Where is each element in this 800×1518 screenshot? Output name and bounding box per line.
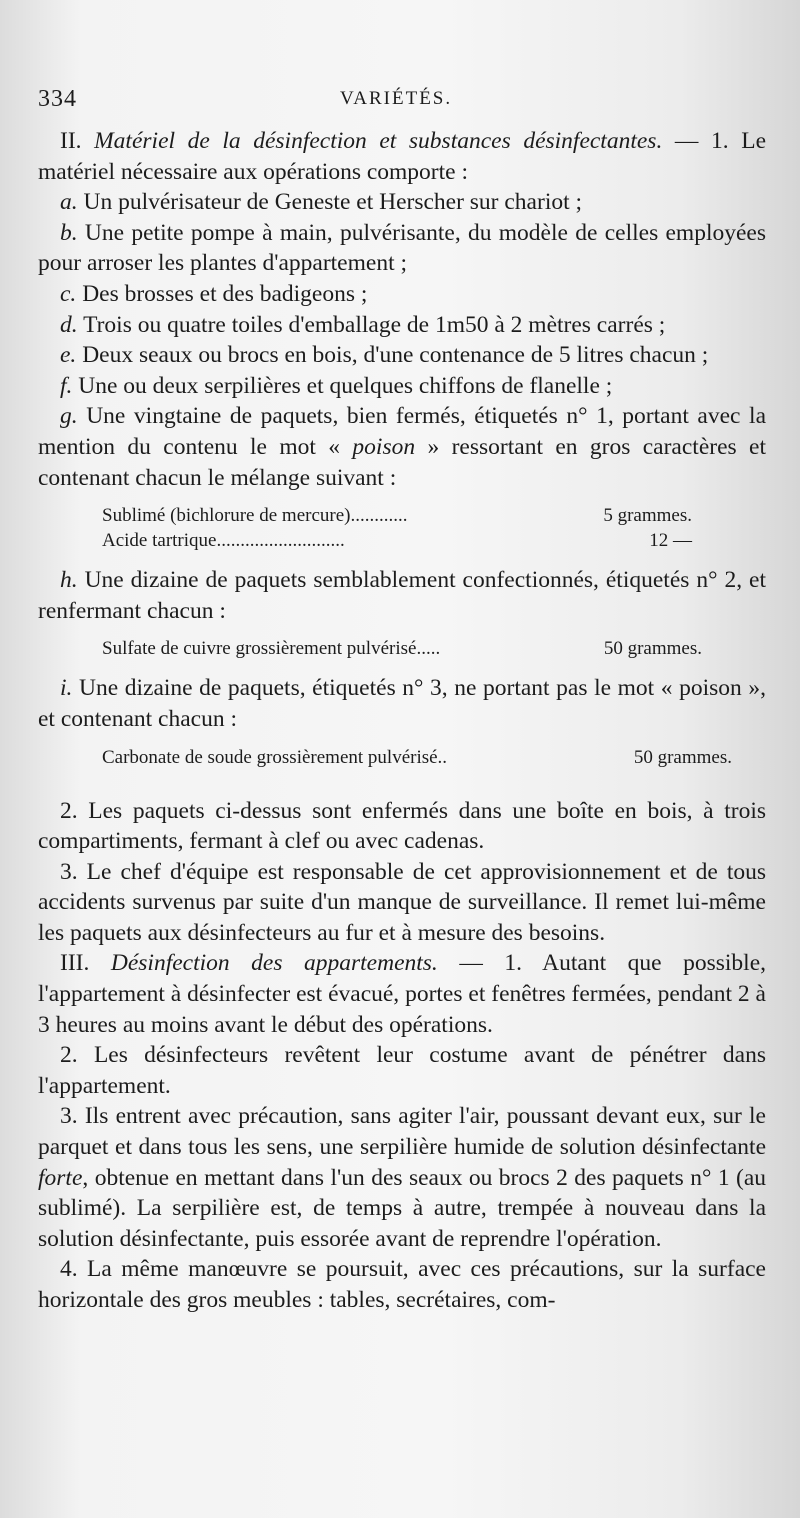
item-text: Deux seaux ou brocs en bois, d'une contenance de 5 litres chacun ;: [76, 342, 709, 369]
paragraph-1: — 1. Autant que possible, l'appartement à désinfecter est évacué, portes et fenêtres fermées, pendant 2 à 3 heures au moins avant le début des opérations.: [38, 950, 767, 1038]
paragraph-3: 3. Le chef d'équipe est responsable de cet approvisionnement et de tous accidents survenus par suite d'un manque de surveillance. Il remet lui-même les paquets aux désinfecteurs au fur et à mesure des besoins.: [38, 858, 766, 946]
section-numeral: II.: [60, 128, 95, 154]
mixture-table-g: [38, 503, 692, 553]
item-letter: f.: [60, 372, 73, 399]
ingredient-name: Sublimé (bichlorure de mercure)............: [102, 505, 408, 527]
item-letter: e.: [60, 342, 77, 369]
ingredient-name: Carbonate de soude grossièrement pulvérisé..: [102, 746, 448, 768]
item-text-end: » ressortant en gros caractères et contenant chacun le mélange suivant :: [38, 433, 766, 491]
item-letter: c.: [60, 280, 77, 307]
section-materiel: [38, 126, 766, 948]
table-row: [102, 503, 692, 528]
spacer: [38, 782, 766, 796]
list-item-f: [38, 371, 766, 402]
item-letter: a.: [60, 189, 78, 216]
ingredient-name: Sulfate de cuivre grossièrement pulvérisé.....: [102, 638, 441, 660]
section-heading: [38, 948, 766, 1040]
item-letter: g.: [60, 403, 78, 430]
table-row: [102, 745, 732, 770]
mixture-table-h: [38, 636, 702, 661]
item-letter: i.: [60, 675, 73, 702]
ingredient-qty: 12 —: [649, 530, 692, 552]
item-text: Une petite pompe à main, pulvérisante, du modèle de celles employées pour arroser les plantes d'appartement ;: [38, 219, 766, 277]
paragraph-text: 3. Ils entrent avec précaution, sans agiter l'air, poussant devant eux, sur le parquet et dans tous les sens, une serpilière humide de solution désinfectante: [38, 1103, 766, 1161]
ingredient-qty: 50 grammes.: [603, 638, 702, 660]
list-item-g: [38, 401, 766, 493]
item-text: Des brosses et des badigeons ;: [76, 280, 368, 307]
section-numeral: III.: [60, 950, 111, 977]
page-number: 334: [38, 86, 77, 112]
table-row: [102, 528, 692, 553]
paragraph-3: [38, 1101, 766, 1254]
list-item-h: [38, 565, 766, 626]
mixture-table-i: [38, 745, 732, 770]
item-letter: b.: [60, 219, 78, 246]
section-heading: [38, 126, 766, 187]
emphasis-word: forte: [38, 1164, 83, 1191]
ingredient-qty: 5 grammes.: [603, 505, 692, 527]
item-text: Une vingtaine de paquets, bien fermés, étiquetés n° 1, portant avec la mention du contenu le mot «: [38, 403, 766, 460]
list-item-e: [38, 340, 766, 371]
poison-word: poison: [352, 433, 416, 460]
paragraph-4: 4. La même manœuvre se poursuit, avec ces précautions, sur la surface horizontale des gros meubles : tables, secrétaires, com-: [38, 1256, 766, 1313]
running-title: VARIÉTÉS.: [340, 88, 453, 109]
ingredient-qty: 50 grammes.: [633, 746, 732, 768]
item-text: Une ou deux serpilières et quelques chiffons de flanelle ;: [72, 372, 613, 399]
item-letter: d.: [60, 311, 78, 338]
list-item-i: [38, 673, 766, 734]
table-row: [102, 636, 702, 661]
paragraph-1: 1. Le matériel nécessaire aux opérations comporte :: [38, 128, 767, 185]
item-letter: h.: [60, 567, 78, 594]
paragraph-text-end: , obtenue en mettant dans l'un des seaux ou brocs 2 des paquets n° 1 (au sublimé). La serpilière est, de temps à autre, trempée à nouveau dans la solution désinfectante, puis essorée avant de reprendre l'opération.: [38, 1164, 766, 1252]
item-text: Une dizaine de paquets semblablement confectionnés, étiquetés n° 2, et renfermant chacun :: [38, 567, 766, 624]
list-item-b: [38, 218, 766, 279]
paragraph-2: 2. Les paquets ci-dessus sont enfermés dans une boîte en bois, à trois compartiments, fermant à clef ou avec cadenas.: [38, 797, 766, 855]
section-appartements: [38, 948, 766, 1315]
list-item-a: [38, 187, 766, 218]
paragraph-2: 2. Les désinfecteurs revêtent leur costume avant de pénétrer dans l'appartement.: [38, 1042, 766, 1099]
item-text: Un pulvérisateur de Geneste et Herscher sur chariot ;: [77, 189, 583, 216]
heading-dash: —: [662, 128, 699, 154]
item-text: Une dizaine de paquets, étiquetés n° 3, ne portant pas le mot « poison », et contenant chacun :: [38, 675, 766, 732]
ingredient-name: Acide tartrique...........................: [102, 530, 345, 552]
section-title: Matériel de la désinfection et substances désinfectantes.: [94, 128, 663, 154]
list-item-c: [38, 279, 766, 310]
item-text: Trois ou quatre toiles d'emballage de 1m50 à 2 mètres carrés ;: [77, 311, 666, 338]
page-header: [38, 86, 766, 126]
section-title: Désinfection des appartements.: [110, 950, 438, 977]
list-item-d: [38, 310, 766, 341]
